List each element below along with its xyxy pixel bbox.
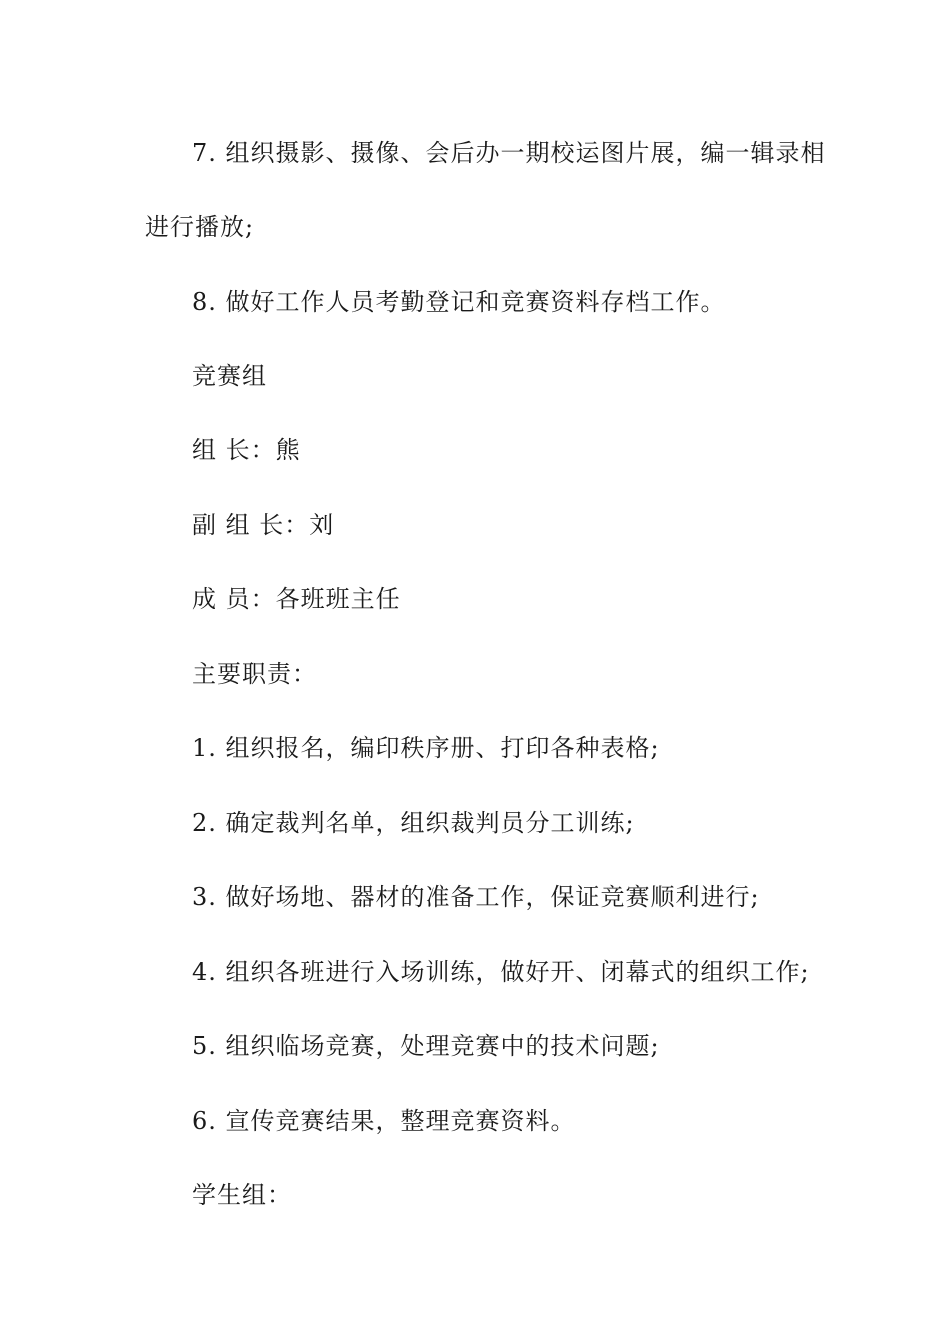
paragraph-item-7: 7. 组织摄影、摄像、会后办一期校运图片展，编一辑录相 <box>192 139 826 167</box>
duty-item-5: 5. 组织临场竞赛，处理竞赛中的技术问题; <box>192 1032 660 1060</box>
section-heading-competition-group: 竞赛组 <box>192 362 267 390</box>
duty-item-6: 6. 宣传竞赛结果，整理竞赛资料。 <box>192 1107 576 1135</box>
main-duties-heading: 主要职责： <box>192 660 317 688</box>
section-heading-student-group: 学生组： <box>192 1181 292 1209</box>
members-line: 成 员：各班班主任 <box>192 585 401 613</box>
duty-item-4: 4. 组织各班进行入场训练，做好开、闭幕式的组织工作; <box>192 958 810 986</box>
duty-item-2: 2. 确定裁判名单，组织裁判员分工训练; <box>192 809 635 837</box>
group-leader-line: 组 长：熊 <box>192 436 301 464</box>
duty-item-3: 3. 做好场地、器材的准备工作，保证竞赛顺利进行; <box>192 883 760 911</box>
deputy-leader-line: 副 组 长：刘 <box>192 511 335 539</box>
paragraph-item-7-continued: 进行播放; <box>145 213 255 241</box>
paragraph-item-8: 8. 做好工作人员考勤登记和竞赛资料存档工作。 <box>192 288 726 316</box>
duty-item-1: 1. 组织报名，编印秩序册、打印各种表格; <box>192 734 660 762</box>
